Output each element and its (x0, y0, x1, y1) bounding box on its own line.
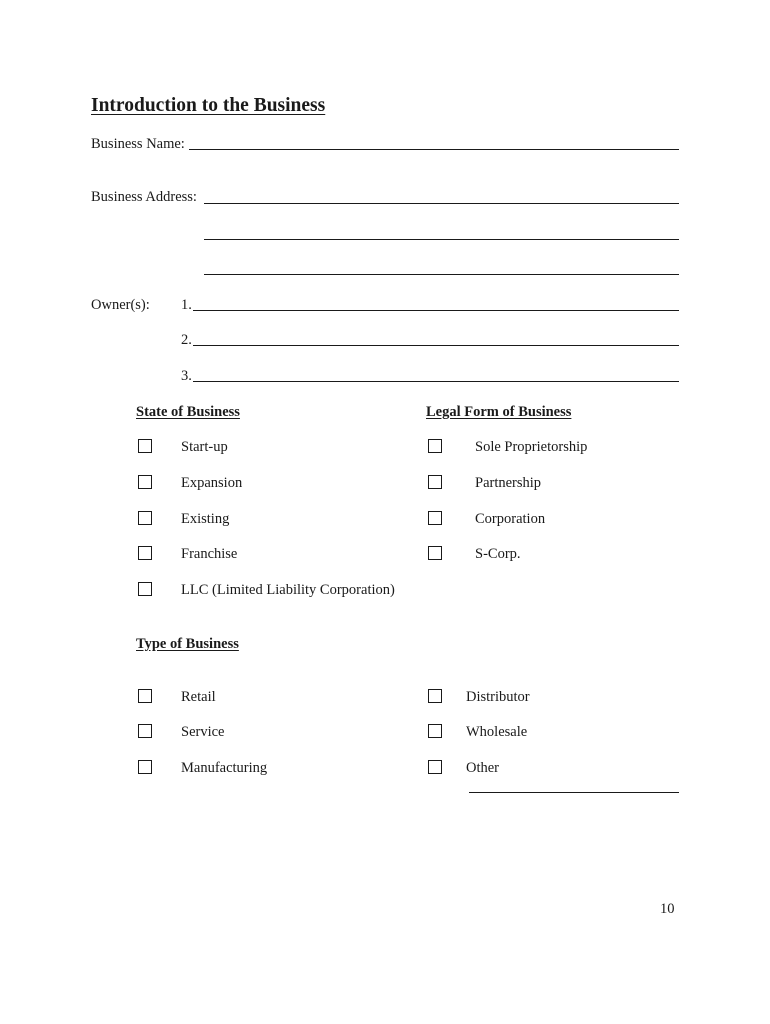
distributor-checkbox[interactable] (428, 689, 442, 703)
manufacturing-checkbox[interactable] (138, 760, 152, 774)
business-address-line-3[interactable] (204, 274, 679, 275)
business-name-label: Business Name: (91, 136, 185, 152)
wholesale-checkbox[interactable] (428, 724, 442, 738)
business-name-field[interactable] (189, 149, 679, 150)
sole-proprietorship-checkbox[interactable] (428, 439, 442, 453)
owner-number-2: 2. (181, 332, 192, 348)
llc-label: LLC (Limited Liability Corporation) (181, 582, 395, 598)
business-address-line-2[interactable] (204, 239, 679, 240)
legal-form-heading: Legal Form of Business (426, 404, 572, 420)
s-corp-label: S-Corp. (475, 546, 521, 562)
owner-number-3: 3. (181, 368, 192, 384)
manufacturing-label: Manufacturing (181, 760, 268, 776)
s-corp-checkbox[interactable] (428, 546, 442, 560)
franchise-checkbox[interactable] (138, 546, 152, 560)
partnership-label: Partnership (475, 475, 542, 491)
business-address-label: Business Address: (91, 189, 197, 205)
other-checkbox[interactable] (428, 760, 442, 774)
owner-1-field[interactable] (193, 310, 679, 311)
sole-proprietorship-label: Sole Proprietorship (475, 439, 588, 455)
startup-label: Start-up (181, 439, 228, 455)
owner-3-field[interactable] (193, 381, 679, 382)
page-number: 10 (660, 901, 675, 917)
other-specify-field[interactable] (469, 792, 679, 793)
business-address-line-1[interactable] (204, 203, 679, 204)
expansion-label: Expansion (181, 475, 243, 491)
existing-checkbox[interactable] (138, 511, 152, 525)
existing-label: Existing (181, 511, 230, 527)
owner-number-1: 1. (181, 297, 192, 313)
page-title: Introduction to the Business (91, 95, 326, 116)
other-label: Other (466, 760, 500, 776)
expansion-checkbox[interactable] (138, 475, 152, 489)
service-label: Service (181, 724, 225, 740)
owners-label: Owner(s): (91, 297, 150, 313)
partnership-checkbox[interactable] (428, 475, 442, 489)
owner-2-field[interactable] (193, 345, 679, 346)
distributor-label: Distributor (466, 689, 530, 705)
corporation-checkbox[interactable] (428, 511, 442, 525)
corporation-label: Corporation (475, 511, 546, 527)
state-of-business-heading: State of Business (136, 404, 240, 420)
wholesale-label: Wholesale (466, 724, 528, 740)
llc-checkbox[interactable] (138, 582, 152, 596)
startup-checkbox[interactable] (138, 439, 152, 453)
type-of-business-heading: Type of Business (136, 636, 239, 652)
retail-label: Retail (181, 689, 216, 705)
service-checkbox[interactable] (138, 724, 152, 738)
franchise-label: Franchise (181, 546, 238, 562)
retail-checkbox[interactable] (138, 689, 152, 703)
